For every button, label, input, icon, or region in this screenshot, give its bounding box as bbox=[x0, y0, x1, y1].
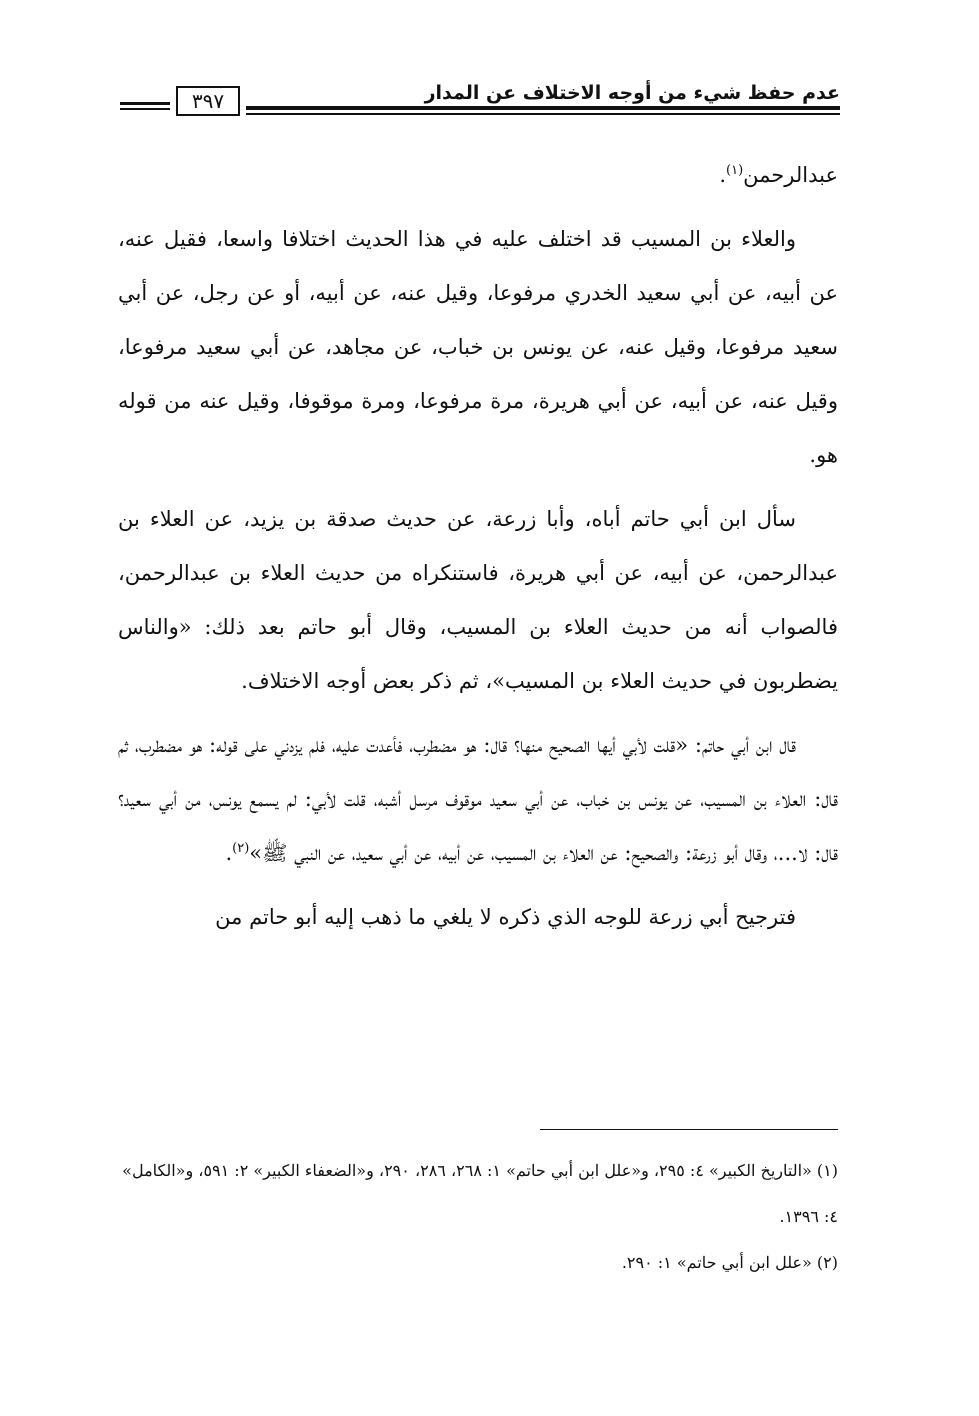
main-text bbox=[118, 148, 838, 954]
header-rule bbox=[246, 106, 840, 115]
footnote: (١) «التاريخ الكبير» ٤: ٢٩٥، و«علل ابن أبي حاتم» ١: ٢٦٨، ٢٨٦، ٢٩٠، و«الضعفاء الكبير» ٢: ٥٩١، و«الكامل» ٤: ١٣٩٦. bbox=[122, 1161, 838, 1226]
paragraph bbox=[118, 148, 838, 202]
footnote-ref: (٢) bbox=[232, 841, 250, 856]
page-header bbox=[120, 72, 840, 132]
paragraph: والعلاء بن المسيب قد اختلف عليه في هذا الحديث اختلافا واسعا، فقيل عنه، عن أبيه، عن أبي سعيد الخدري مرفوعا، وقيل عنه، عن أبيه، أو عن رجل، عن أبي سعيد مرفوعا، وقيل عنه، عن يونس بن خباب، عن مجاهد، عن أبي سعيد مرفوعا، وقيل عنه، عن أبيه، عن أبي هريرة، مرة مرفوعا، ومرة موقوفا، وقيل عنه من قوله هو. bbox=[118, 227, 838, 467]
paragraph: سأل ابن أبي حاتم أباه، وأبا زرعة، عن حديث صدقة بن يزيد، عن العلاء بن عبدالرحمن، عن أبيه، عن أبي هريرة، فاستنكراه من حديث العلاء بن عبدالرحمن، فالصواب أنه من حديث العلاء بن المسيب، وقال أبو حاتم بعد ذلك: «والناس يضطربون في حديث العلاء بن المسيب»، ثم ذكر بعض أوجه الاختلاف. bbox=[118, 507, 838, 693]
footnotes bbox=[118, 1148, 838, 1286]
paragraph bbox=[118, 718, 838, 880]
page-number: ٣٩٧ bbox=[176, 86, 240, 116]
footnote: (٢) «علل ابن أبي حاتم» ١: ٢٩٠. bbox=[621, 1253, 838, 1272]
paragraph-text: عبدالرحمن bbox=[743, 163, 838, 187]
footnote-ref: (١) bbox=[726, 163, 744, 178]
paragraph-tail: . bbox=[225, 841, 233, 865]
footnote-separator bbox=[540, 1129, 838, 1130]
paragraph-text: قال ابن أبي حاتم: «قلت لأبي أيها الصحيح منها؟ قال: هو مضطرب، فأعدت عليه، فلم يزدني على قوله: هو مضطرب، ثم قال: العلاء بن المسيب، عن يونس بن خباب، عن أبي سعيد موقوف مرسل أشبه، قلت لأبي: لم يسمع يونس، من أبي سعيد؟ قال: لا...، وقال أبو زرعة: والصحيح: عن العلاء بن المسيب، عن أبيه، عن أبي سعيد، عن النبي ﷺ» bbox=[118, 733, 838, 865]
running-title: عدم حفظ شيء من أوجه الاختلاف عن المدار bbox=[424, 82, 840, 104]
paragraph: فترجيح أبي زرعة للوجه الذي ذكره لا يلغي ما ذهب إليه أبو حاتم من bbox=[215, 905, 796, 929]
header-rule-short bbox=[120, 102, 170, 110]
paragraph-tail: . bbox=[719, 163, 727, 187]
